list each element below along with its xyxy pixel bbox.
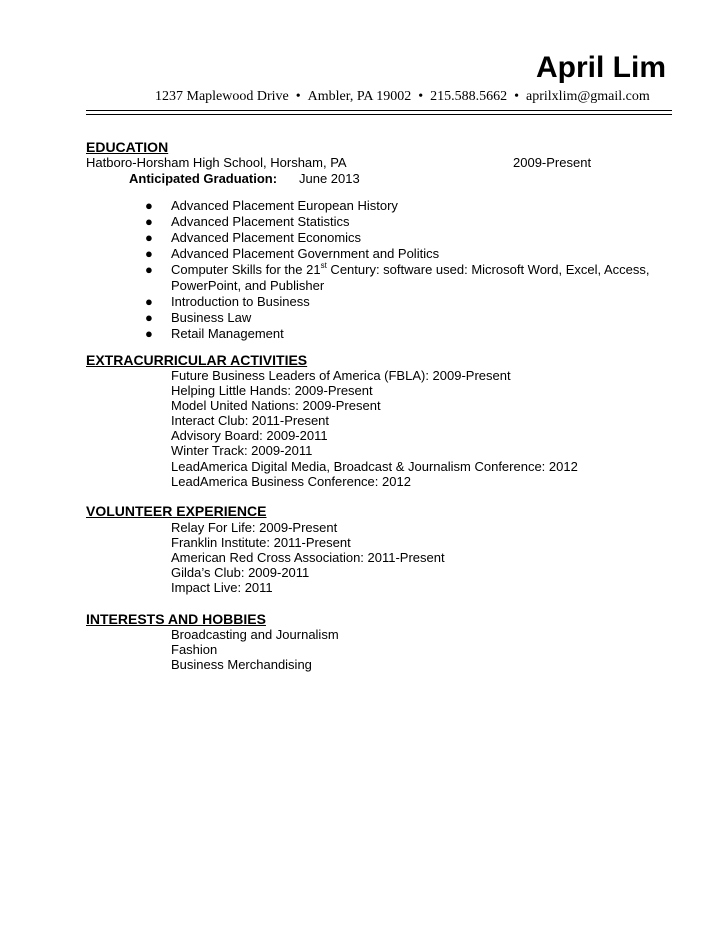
- list-item: Broadcasting and Journalism: [171, 627, 339, 642]
- list-item: Impact Live: 2011: [171, 580, 273, 596]
- resume-name: April Lim: [535, 51, 666, 84]
- bullet-icon: ●: [145, 294, 153, 309]
- list-item: Advisory Board: 2009-2011: [171, 428, 328, 444]
- list-item: ● Retail Management: [145, 326, 284, 341]
- list-item: Business Merchandising: [171, 657, 312, 673]
- list-item: ● Business Law: [145, 310, 252, 325]
- list-item: Relay For Life: 2009-Present: [171, 520, 338, 535]
- list-item: Helping Little Hands: 2009-Present: [171, 383, 373, 399]
- extracurricular-heading: EXTRACURRICULAR ACTIVITIES: [86, 352, 308, 368]
- list-item: LeadAmerica Digital Media, Broadcast & Journalism Conference: 2012: [171, 458, 578, 474]
- list-item: ● Introduction to Business: [145, 294, 310, 309]
- list-item: [145, 262, 665, 294]
- phone: 215.588.5662: [430, 89, 508, 104]
- header-rule-thick: [86, 114, 672, 115]
- school-name: Hatboro-Horsham High School, Horsham, PA: [86, 155, 347, 170]
- list-item: Fashion: [171, 642, 218, 658]
- list-item: ● Advanced Placement Government and Politics: [145, 246, 440, 261]
- contact-line: [155, 88, 650, 106]
- school-dates: 2009-Present: [513, 155, 592, 170]
- interests-heading: INTERESTS AND HOBBIES: [86, 611, 266, 627]
- list-item: Interact Club: 2011-Present: [171, 413, 330, 429]
- volunteer-list: [171, 520, 445, 595]
- extracurricular-list: [171, 368, 578, 489]
- list-item: Franklin Institute: 2011-Present: [171, 535, 351, 551]
- list-item: ● Advanced Placement Statistics: [145, 214, 350, 229]
- list-item: Future Business Leaders of America (FBLA): 2009-Present: [171, 368, 511, 383]
- list-item: Winter Track: 2009-2011: [171, 443, 313, 459]
- bullet-icon: ●: [145, 310, 153, 325]
- separator: •: [295, 89, 301, 104]
- bullet-icon: ●: [145, 230, 153, 245]
- city: Ambler, PA 19002: [307, 89, 412, 104]
- list-item: Gilda’s Club: 2009-2011: [171, 565, 310, 581]
- graduation-label: Anticipated Graduation:: [129, 171, 278, 186]
- list-item: ● Advanced Placement Economics: [145, 230, 362, 245]
- computer-skills: Computer Skills for the 21st Century: software used: Microsoft Word, Excel, Access, PowerPoint, and Publisher: [171, 261, 650, 293]
- list-item: Model United Nations: 2009-Present: [171, 398, 381, 414]
- separator: •: [514, 89, 520, 104]
- bullet-icon: ●: [145, 214, 153, 229]
- bullet-icon: ●: [145, 198, 153, 213]
- bullet-icon: ●: [145, 326, 153, 341]
- header-rule-thin: [86, 110, 672, 111]
- course-list: [145, 198, 665, 342]
- list-item: ● Advanced Placement European History: [145, 198, 398, 213]
- separator: •: [418, 89, 424, 104]
- address: 1237 Maplewood Drive: [155, 89, 289, 104]
- interests-list: [171, 627, 339, 672]
- bullet-icon: ●: [145, 262, 153, 277]
- email: aprilxlim@gmail.com: [526, 89, 650, 104]
- graduation-date: June 2013: [299, 171, 360, 186]
- bullet-icon: ●: [145, 246, 153, 261]
- list-item: American Red Cross Association: 2011-Present: [171, 550, 445, 566]
- list-item: LeadAmerica Business Conference: 2012: [171, 473, 411, 489]
- volunteer-heading: VOLUNTEER EXPERIENCE: [86, 503, 267, 519]
- education-heading: EDUCATION: [86, 139, 169, 155]
